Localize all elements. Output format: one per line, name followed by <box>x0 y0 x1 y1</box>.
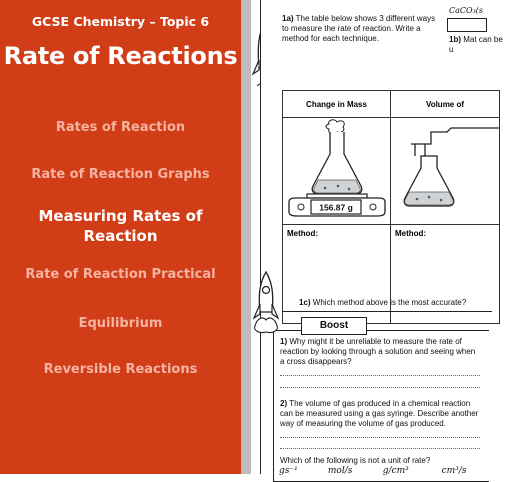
divider-strip <box>241 0 251 474</box>
page-title: Rate of Reactions <box>3 42 238 70</box>
question-text: Why might it be unreliable to measure the rate of reaction by looking through a solution and seeing when a cross disappears? <box>280 337 476 366</box>
nav-item-label: Measuring Rates of Reaction <box>38 207 203 245</box>
answer-line[interactable] <box>280 448 480 449</box>
boost-label: Boost <box>301 317 367 335</box>
answer-line <box>282 311 492 312</box>
formula-box-icon <box>447 18 487 32</box>
answer-line[interactable] <box>280 387 480 388</box>
unit-option: gs⁻¹ <box>279 466 298 476</box>
nav-item-rates-of-reaction[interactable]: Rates of Reaction <box>55 120 186 135</box>
nav-item-measuring-rates-of-reaction[interactable] <box>0 206 241 246</box>
question-text: Which method above is the most accurate? <box>312 298 467 307</box>
nav-item-reversible-reactions[interactable]: Reversible Reactions <box>43 362 198 377</box>
worksheet-preview <box>251 0 503 476</box>
formula-text: CaCO₃(s <box>449 6 484 15</box>
left-panel <box>0 0 241 474</box>
flask-on-balance-icon <box>283 118 390 222</box>
method-answer-box[interactable]: Method: <box>391 225 500 324</box>
unit-option: mol/s <box>327 466 353 476</box>
question-number: 1a) <box>282 14 294 23</box>
balance-reading: 156.87 g <box>319 202 353 213</box>
boost-question-3: Which of the following is not a unit of rate? <box>280 456 431 465</box>
question-number: 1) <box>280 337 288 346</box>
nav-item-equilibrium[interactable]: Equilibrium <box>78 316 163 331</box>
unit-options <box>279 466 482 476</box>
table-header-volume: Volume of <box>391 91 500 118</box>
table-header-change-in-mass: Change in Mass <box>283 91 391 118</box>
nav-item-rate-of-reaction-practical[interactable]: Rate of Reaction Practical <box>25 267 216 282</box>
method-answer-box[interactable]: Method: <box>283 225 391 324</box>
methods-table <box>282 90 500 324</box>
boost-question-2 <box>280 399 480 429</box>
question-text: The volume of gas produced in a chemical reaction can be measured using a gas syringe. Describe another way of measuring the volume of gas produced. <box>280 399 479 428</box>
question-number: 2) <box>280 399 288 408</box>
question-1b <box>449 35 509 55</box>
answer-line[interactable] <box>280 437 480 438</box>
question-text: The table below shows 3 different ways to measure the rate of reaction. Write a method for each technique. <box>282 14 436 43</box>
question-1a <box>282 14 442 44</box>
topic-label: GCSE Chemistry – Topic 6 <box>31 14 210 29</box>
question-number: 1b) <box>449 35 461 44</box>
boost-question-1 <box>280 337 480 367</box>
question-text: Mat can be u <box>449 35 503 54</box>
worksheet-page <box>260 0 503 476</box>
question-1c <box>299 298 489 307</box>
flask-with-delivery-tube-icon <box>391 118 499 222</box>
unit-option: cm³/s <box>441 466 467 476</box>
answer-line[interactable] <box>280 375 480 376</box>
nav-item-rate-of-reaction-graphs[interactable]: Rate of Reaction Graphs <box>31 167 210 182</box>
rocket-icon <box>251 270 281 340</box>
unit-option: g/cm³ <box>382 466 409 476</box>
question-number: 1c) <box>299 298 311 307</box>
boost-section <box>273 330 489 482</box>
gas-syringe-cell <box>391 118 500 225</box>
balance-flask-cell <box>283 118 391 225</box>
